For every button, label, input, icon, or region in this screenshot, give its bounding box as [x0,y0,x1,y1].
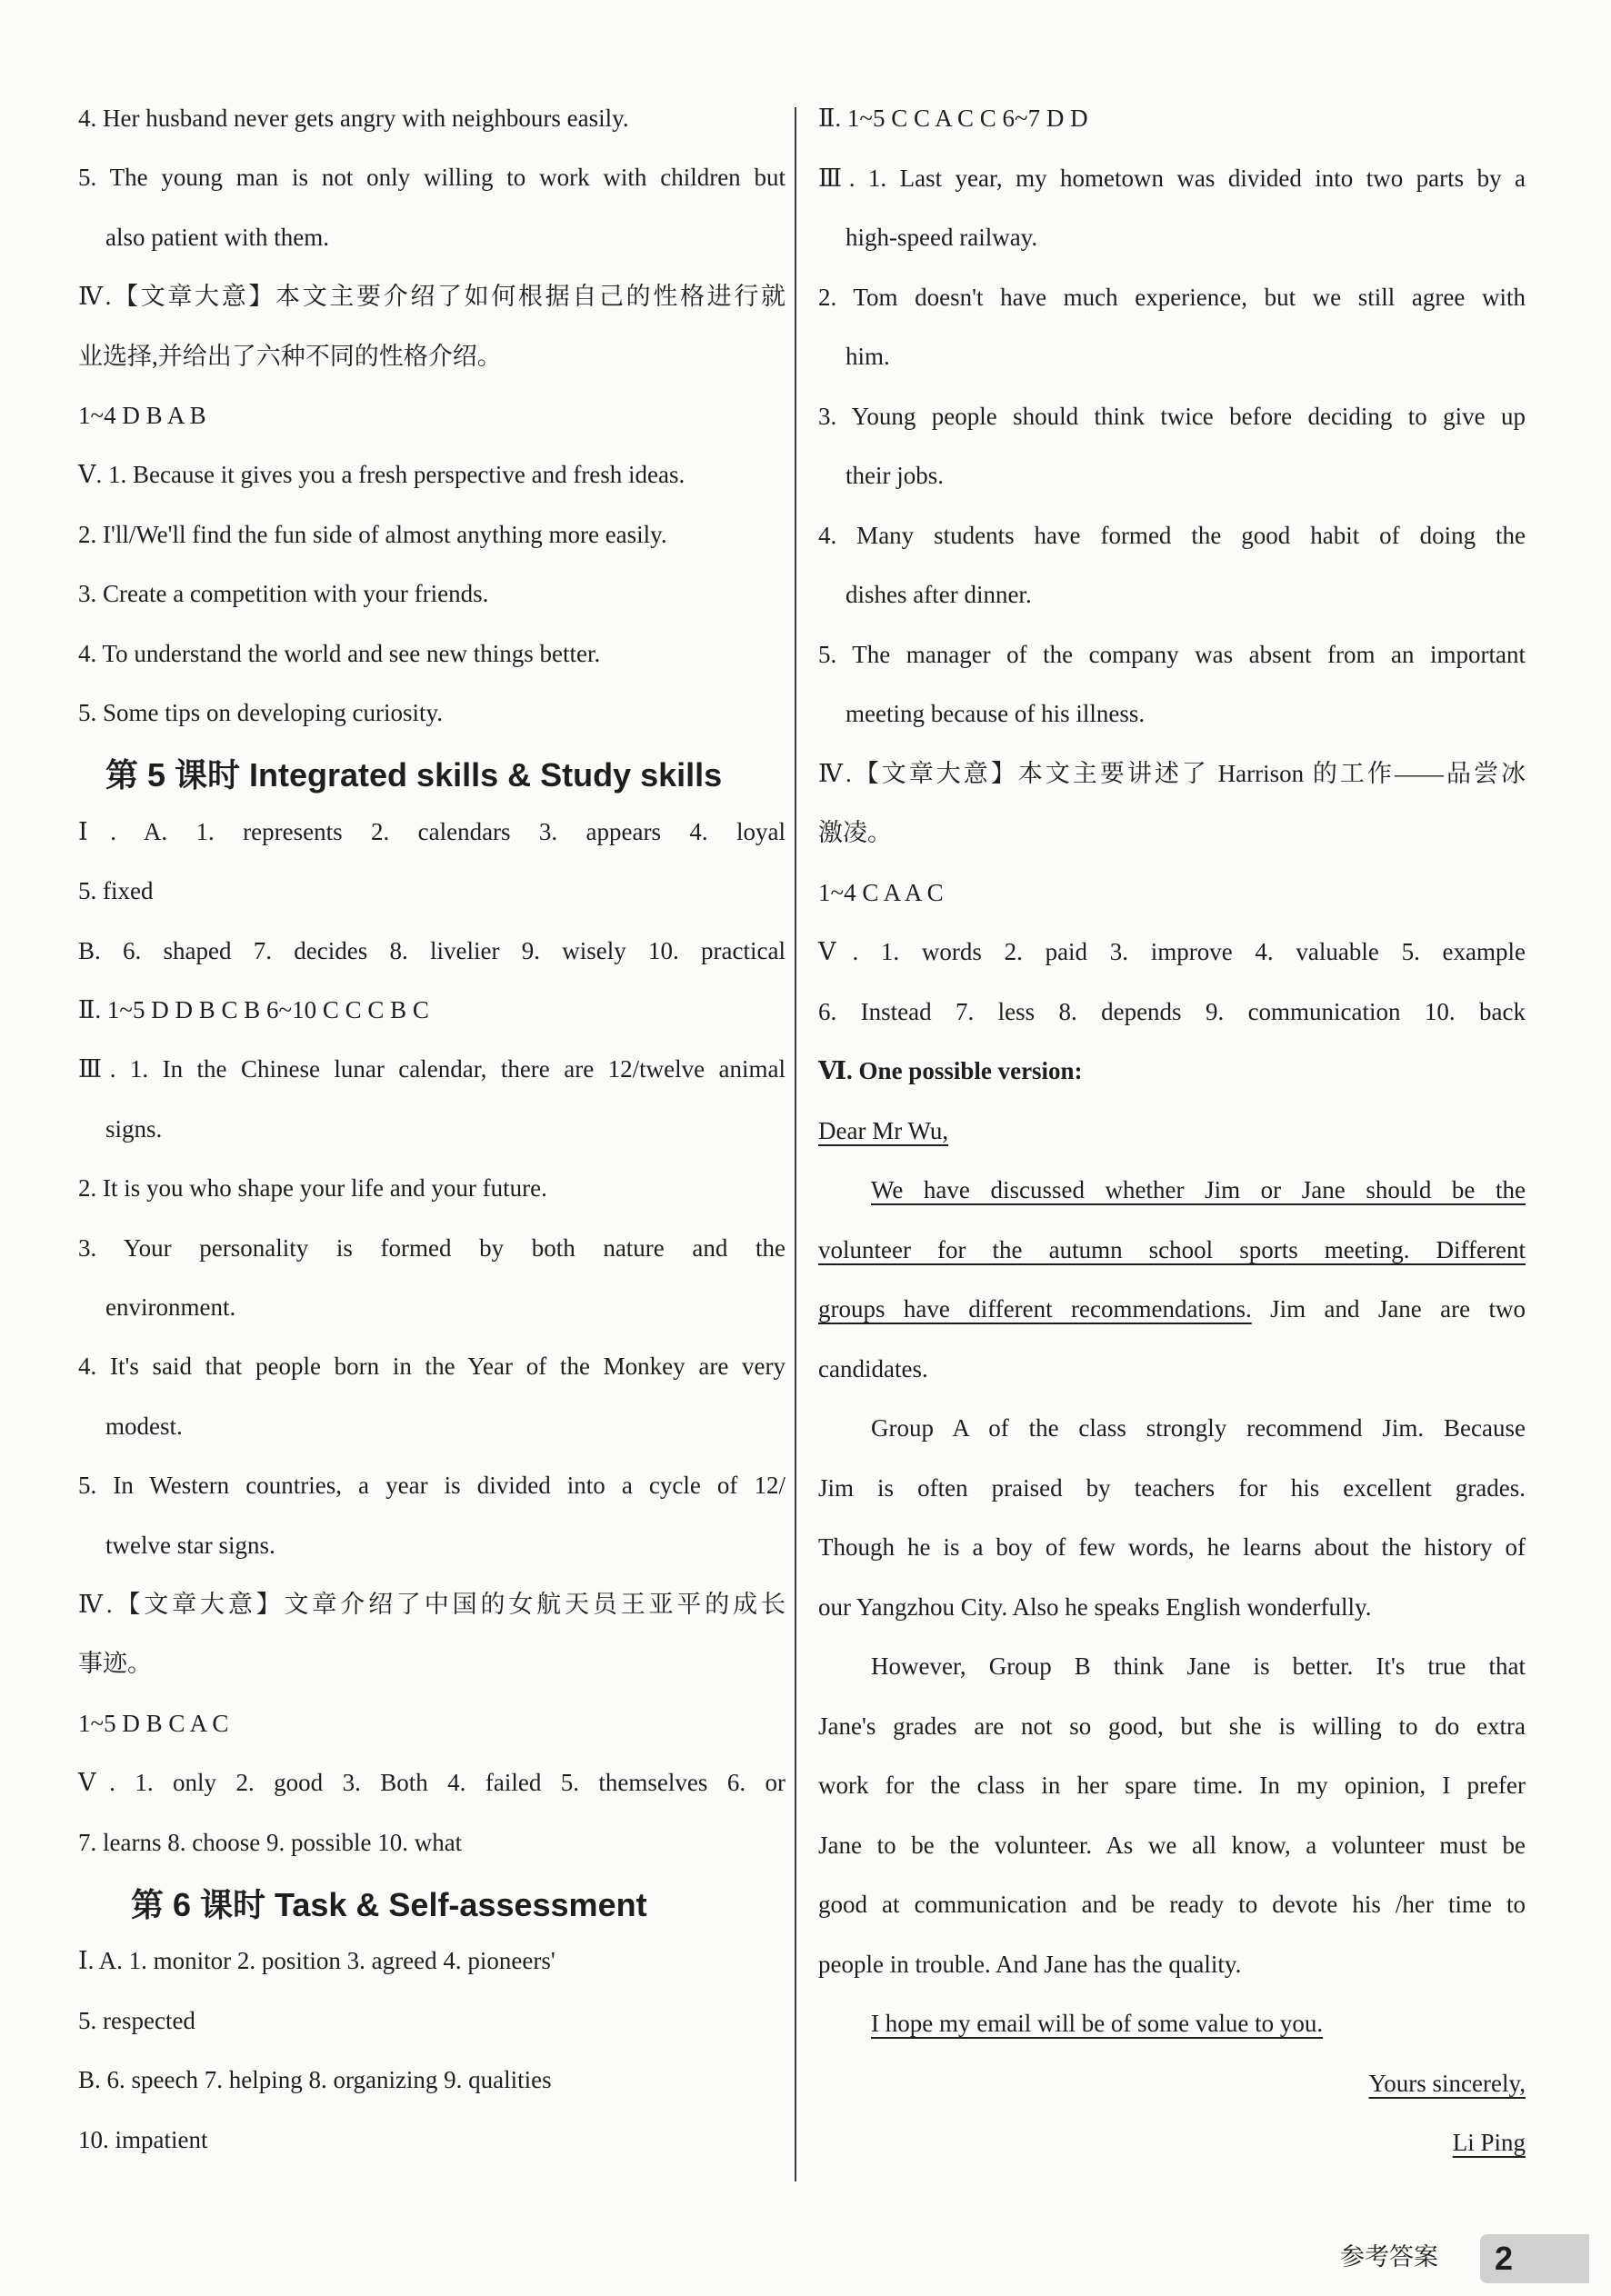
text-line: 10. impatient [78,2125,208,2153]
text-line: 1~4 D B A B [78,402,206,429]
text-line: Ⅰ. A. 1. represents 2. calendars 3. appears 4. loyal [78,817,785,845]
text-line: groups have different recommendations. Jim and Jane are two [818,1295,1526,1323]
text-line: 5. fixed [78,877,154,905]
text-line: 7. learns 8. choose 9. possible 10. what [78,1828,463,1856]
text-line: Ⅵ. One possible version: [818,1057,1083,1084]
text-line: 3. Your personality is formed by both nature and the [78,1233,785,1262]
text-line: Dear Mr Wu, [818,1116,949,1144]
text-line: B. 6. speech 7. helping 8. organizing 9. qualities [78,2066,552,2094]
text-line: Jim is often praised by teachers for his excellent grades. [818,1473,1526,1502]
text-line: our Yangzhou City. Also he speaks English wonderfully. [818,1592,1372,1621]
text-line: 激凌。 [818,819,892,846]
text-line: Though he is a boy of few words, he learns about the history of [818,1533,1526,1561]
text-line: We have discussed whether Jim or Jane should be the [871,1176,1526,1203]
text-line: 4. It's said that people born in the Year of the Monkey are very [78,1353,785,1381]
text-line: B. 6. shaped 7. decides 8. livelier 9. wisely 10. practical [78,936,785,964]
text-line: him. [846,343,890,370]
text-line: 4. Many students have formed the good habit of doing the [818,521,1526,549]
text-line: people in trouble. And Jane has the quality. [818,1950,1242,1978]
footer-label: 参考答案 [1340,2243,1438,2271]
text-line: 5. The manager of the company was absent from an important [818,640,1526,668]
text-line: candidates. [818,1354,928,1383]
text-line: good at communication and be ready to devote his /her time to [818,1891,1526,1918]
text-line: 5. The young man is not only willing to work with children but [78,164,785,192]
text-line: Ⅴ. 1. Because it gives you a fresh perspective and fresh ideas. [78,461,685,489]
text-line: 1~5 D B C A C [78,1709,229,1737]
section-heading: 第 6 课时 Task & Self-assessment [131,1886,647,1923]
text-line: 3. Create a competition with your friends. [78,580,489,608]
text-line: Ⅱ. 1~5 C C A C C 6~7 D D [818,105,1088,132]
text-line: Group A of the class strongly recommend Jim. Because [871,1414,1526,1442]
text-line: high-speed railway. [846,224,1038,251]
text-line: 3. Young people should think twice before deciding to give up [818,402,1526,430]
section-heading: 第 5 课时 Integrated skills & Study skills [105,756,723,794]
text-line: Ⅲ. 1. In the Chinese lunar calendar, there are 12/twelve animal [78,1055,785,1083]
text-line: signs. [105,1114,163,1143]
text-line: also patient with them. [105,223,329,251]
text-line: Ⅳ.【文章大意】文章介绍了中国的女航天员王亚平的成长 [78,1591,785,1618]
text-line: 2. I'll/We'll find the fun side of almost anything more easily. [78,520,667,548]
text-line: work for the class in her spare time. In my opinion, I prefer [818,1772,1526,1799]
text-line: Ⅱ. 1~5 D D B C B 6~10 C C C B C [78,996,429,1023]
text-line: twelve star signs. [105,1531,275,1559]
text-line: Ⅲ. 1. Last year, my hometown was divided into two parts by a [818,164,1526,192]
text-line: Ⅳ.【文章大意】本文主要讲述了 Harrison 的工作——品尝冰 [818,759,1526,787]
text-line: However, Group B think Jane is better. It's true that [871,1652,1526,1680]
text-line: 5. Some tips on developing curiosity. [78,699,443,726]
text-line: meeting because of his illness. [846,700,1146,727]
text-line: Ⅰ. A. 1. monitor 2. position 3. agreed 4. pioneers' [78,1947,555,1975]
text-line: modest. [105,1412,183,1440]
text-line: 4. Her husband never gets angry with neighbours easily. [78,105,629,132]
text-line: their jobs. [846,462,944,489]
text-line: 4. To understand the world and see new things better. [78,639,601,667]
text-line: Jane to be the volunteer. As we all know, a volunteer must be [818,1831,1526,1859]
text-line: dishes after dinner. [846,581,1032,608]
text-line: 5. In Western countries, a year is divided into a cycle of 12/ [78,1472,785,1500]
text-line: 2. Tom doesn't have much experience, but we still agree with [818,283,1526,311]
text-line: Li Ping [1452,2129,1526,2156]
text-line: Jane's grades are not so good, but she is willing to do extra [818,1712,1526,1740]
page-number: 2 [1480,2234,1589,2283]
text-line: Ⅴ. 1. only 2. good 3. Both 4. failed 5. themselves 6. or [78,1769,785,1797]
text-line: 1~4 C A A C [818,878,944,906]
text-line: 事迹。 [78,1650,152,1678]
text-line: 6. Instead 7. less 8. depends 9. communication 10. back [818,997,1526,1025]
text-line: 2. It is you who shape your life and your future. [78,1174,547,1203]
text-line: Ⅴ. 1. words 2. paid 3. improve 4. valuable 5. example [818,938,1526,965]
text-line: I hope my email will be of some value to you. [871,2010,1324,2037]
column-divider [795,107,796,2181]
text-line: environment. [105,1293,236,1321]
text-line: volunteer for the autumn school sports meeting. Different [818,1235,1526,1263]
text-line: 业选择,并给出了六种不同的性格介绍。 [78,342,502,370]
text-line: 5. respected [78,2006,195,2034]
text-line: Ⅳ.【文章大意】本文主要介绍了如何根据自己的性格进行就 [78,283,785,311]
text-line: Yours sincerely, [1368,2069,1526,2097]
